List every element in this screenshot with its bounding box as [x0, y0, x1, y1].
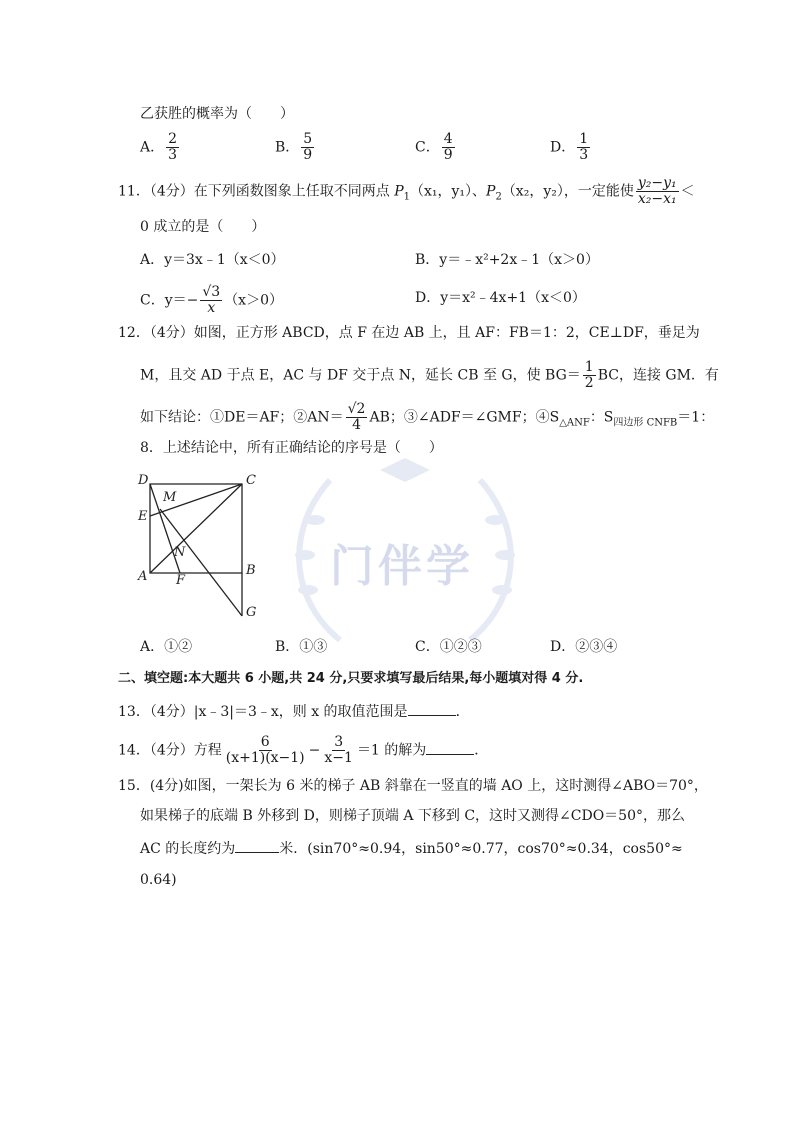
- q12-option-d[interactable]: D．②③④: [550, 639, 618, 655]
- q10-option-d[interactable]: D． $\frac{1}{3}$: [550, 131, 589, 163]
- label-g: G: [246, 605, 257, 618]
- label-c: C: [246, 473, 256, 488]
- label-n: N: [174, 545, 186, 560]
- q15-stem-line1: 15．(4分)如图，一架长为 6 米的梯子 AB 斜靠在一竖直的墙 AO 上，这时测得∠ABO＝70°，: [118, 778, 708, 794]
- q10-stem-tail: 乙获胜的概率为（ ）: [140, 106, 294, 122]
- q11-option-c[interactable]: C．y＝− $\frac{√3}{x}$ （x＞0）: [140, 284, 283, 316]
- section-2-heading: 二、填空题:本大题共 6 小题,共 24 分,只要求填写最后结果,每小题填对得 4 分.: [118, 671, 584, 686]
- q10-option-b[interactable]: B． $\frac{5}{9}$: [275, 131, 313, 163]
- label-m: M: [163, 490, 177, 505]
- q12-option-c[interactable]: C．①②③: [415, 639, 482, 655]
- q12-stem-line2: M，且交 AD 于点 E，AC 与 DF 交于点 N，延长 CB 至 G，使 BG＝ $\frac{1}{2}$ BC，连接 GM．有: [140, 359, 719, 391]
- q11-option-b[interactable]: B．y＝﹣x²+2x﹣1（x＞0）: [415, 252, 599, 268]
- q10-option-a[interactable]: A． $\frac{2}{3}$: [140, 131, 178, 163]
- label-f: F: [176, 573, 186, 588]
- q13-stem: 13．（4分）|x﹣3|＝3﹣x，则 x 的取值范围是 ．: [118, 701, 470, 722]
- watermark-text: 门伴学: [330, 541, 474, 592]
- q10-option-c[interactable]: C． $\frac{4}{9}$: [415, 131, 453, 163]
- q12-stem-line3: 如下结论：①DE＝AF；②AN＝ $\frac{√2}{4}$ AB；③∠ADF＝∠GMF；$④S_{\triangle ANF}$：$S_{四边形 CNFB}=1$：: [140, 401, 715, 433]
- q12-stem-line4: 8．上述结论中，所有正确结论的序号是（ ）: [140, 440, 443, 456]
- segment-gm: [160, 509, 242, 616]
- q11-stem: 11．（4分）在下列函数图象上任取不同两点 $P_1(x_1$，y₁）、$P_2(x_2$，y₂），一定能使 $\frac{\text{y₂−y₁}}{\text{x₂−x₁}}$ ＜: [118, 175, 695, 207]
- q15-stem-line4: 0.64): [140, 872, 177, 888]
- label-d: D: [138, 473, 149, 488]
- label-b: B: [246, 563, 256, 578]
- q11-option-a[interactable]: A．y＝3x﹣1（x＜0）: [140, 252, 285, 268]
- label-a: A: [138, 569, 148, 584]
- q12-option-b[interactable]: B．①③: [275, 639, 328, 655]
- q12-option-a[interactable]: A．①②: [140, 639, 193, 655]
- q12-stem-line1: 12．（4分）如图，正方形 ABCD，点 F 在边 AB 上，且 AF：FB＝1：2，CE⊥DF，垂足为: [118, 325, 700, 341]
- q13-answer-blank[interactable]: [408, 701, 456, 716]
- q12-geometry-figure: [130, 468, 270, 618]
- q14-stem: 14．（4分）方程 $\frac{6}{(x+1)(x-1)}$ − $\frac{3}{x-1}$ ＝1 的解为 ．: [118, 734, 489, 766]
- q11-stem-line2: 0 成立的是（ ）: [140, 219, 266, 235]
- q15-stem-line3: AC 的长度约为 米．(sin70°≈0.94，sin50°≈0.77，cos70°≈0.34，cos50°≈: [140, 838, 683, 859]
- label-e: E: [138, 509, 148, 524]
- q11-option-d[interactable]: D．y＝x²﹣4x+1（x＜0）: [415, 290, 586, 306]
- q14-answer-blank[interactable]: [426, 740, 474, 755]
- q15-stem-line2: 如果梯子的底端 B 外移到 D，则梯子顶端 A 下移到 C，这时又测得∠CDO＝50°，那么: [140, 808, 685, 824]
- q15-answer-blank[interactable]: [235, 838, 279, 853]
